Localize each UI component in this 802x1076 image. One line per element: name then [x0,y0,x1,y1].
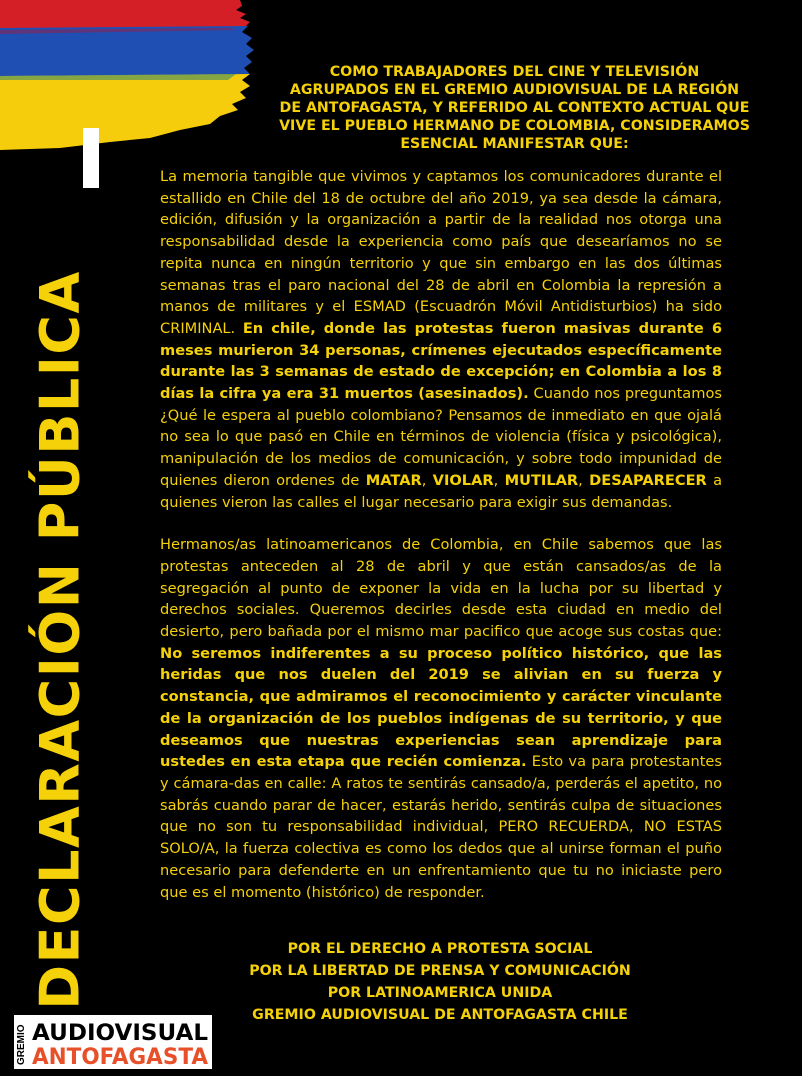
p2-text: Hermanos/as latinoamericanos de Colombia, en Chile sabemos que las protestas anteceden al 28 de abril y que están cansados/as de la segregación al punto de exponer la vida en la lucha por su libertad y derechos sociales. Queremos decirles desde esta ciudad en medio del desierto, pero bañada por el mismo mar pacifico que acoge sus costas que: [160,536,722,641]
p1-text: , [421,471,433,489]
closing-slogans [180,938,700,1026]
p1-bold: En chile, donde las protestas fueron masivas durante 6 meses murieron 34 personas, crímenes ejecutados específicamente durante las 3 semanas de estado de excepción; en Colombia a los 8 días la cifra ya era 31 muertos (asesinados). [160,319,722,403]
p1-bold: VIOLAR [432,471,494,489]
intro-line: ESENCIAL MANIFESTAR QUE: [400,136,629,152]
logo-line1: AUDIOVISUAL [32,1021,208,1046]
logo-side-text: GREMIO [16,1024,27,1065]
intro-heading [262,63,767,153]
intro-line: VIVE EL PUEBLO HERMANO DE COLOMBIA, CONSIDERAMOS [279,118,750,134]
p1-text: La memoria tangible que vivimos y captamos los comunicadores durante el estallido en Chile del 18 de octubre del año 2019, ya sea desde la cámara, edición, difusión y la organización a partir de la realidad nos otorga una responsabilidad desde la experiencia como país que desearíamos no se repita nunca en ningún territorio y que sin embargo en las dos últimas semanas tras el paro nacional del 28 de abril en Colombia la represión a manos de militares y el ESMAD (Escuadrón Móvil Antidisturbios) ha sido CRIMINAL. [160,168,722,337]
intro-line: COMO TRABAJADORES DEL CINE Y TELEVISIÓN [329,64,700,80]
colombia-flag-graphic [0,0,255,150]
p2-text: Esto va para protestantes y cámara-das en calle: A ratos te sentirás cansado/a, perderás el apetito, no sabrás cuando parar de hacer, estarás herido, sentirás culpa de situaciones que no son tu responsabilidad individual, PERO RECUERDA, NO ESTAS SOLO/A, la fuerza colectiva es como los dedos que al unirse forman el puño necesario para defenderte en un enfrentamiento que tu no iniciaste pero que es el momento (histórico) de responder. [160,753,723,901]
closing-line: POR LATINOAMERICA UNIDA [327,985,553,1001]
p1-text: a quienes vieron las calles el lugar necesario para exigir sus demandas. [160,471,723,511]
p1-text: , [578,471,590,489]
paragraph-2 [160,534,722,903]
p1-text: Cuando nos preguntamos ¿Qué le espera al pueblo colombiano? Pensamos de inmediato en que ojalá no sea lo que pasó en Chile en términos de violencia (física y psicológica), manipulación de los medios de comunicación, y sobre todo impunidad de quienes dieron ordenes de [160,385,723,489]
declaration-body [160,166,722,924]
vertical-title-text: DECLARACIÓN PÚBLICA [28,270,92,1010]
p1-bold: MATAR [365,471,422,489]
closing-line: POR LA LIBERTAD DE PRENSA Y COMUNICACIÓN [249,963,631,979]
white-bar-decoration [83,128,99,188]
logo-line2: ANTOFAGASTA [32,1045,208,1069]
p2-bold: No seremos indiferentes a su proceso político histórico, que las heridas que nos duelen del 2019 se alivian en su fuerza y constancia, que admiramos el reconocimiento y carácter vinculante de la organización de los pueblos indígenas de su territorio, y que deseamos que nuestras experiencias sean aprendizaje para ustedes en esta etapa que recién comienza. [160,644,722,771]
p1-bold: MUTILAR [504,471,579,489]
closing-line: POR EL DERECHO A PROTESTA SOCIAL [287,941,593,957]
gremio-audiovisual-logo [14,1015,212,1069]
intro-line: DE ANTOFAGASTA, Y REFERIDO AL CONTEXTO ACTUAL QUE [279,100,750,116]
paragraph-1 [160,166,722,513]
p1-bold: DESAPARECER [589,471,707,489]
p1-text: , [493,471,505,489]
intro-line: AGRUPADOS EN EL GREMIO AUDIOVISUAL DE LA REGIÓN [289,82,740,98]
closing-line: GREMIO AUDIOVISUAL DE ANTOFAGASTA CHILE [252,1007,628,1023]
